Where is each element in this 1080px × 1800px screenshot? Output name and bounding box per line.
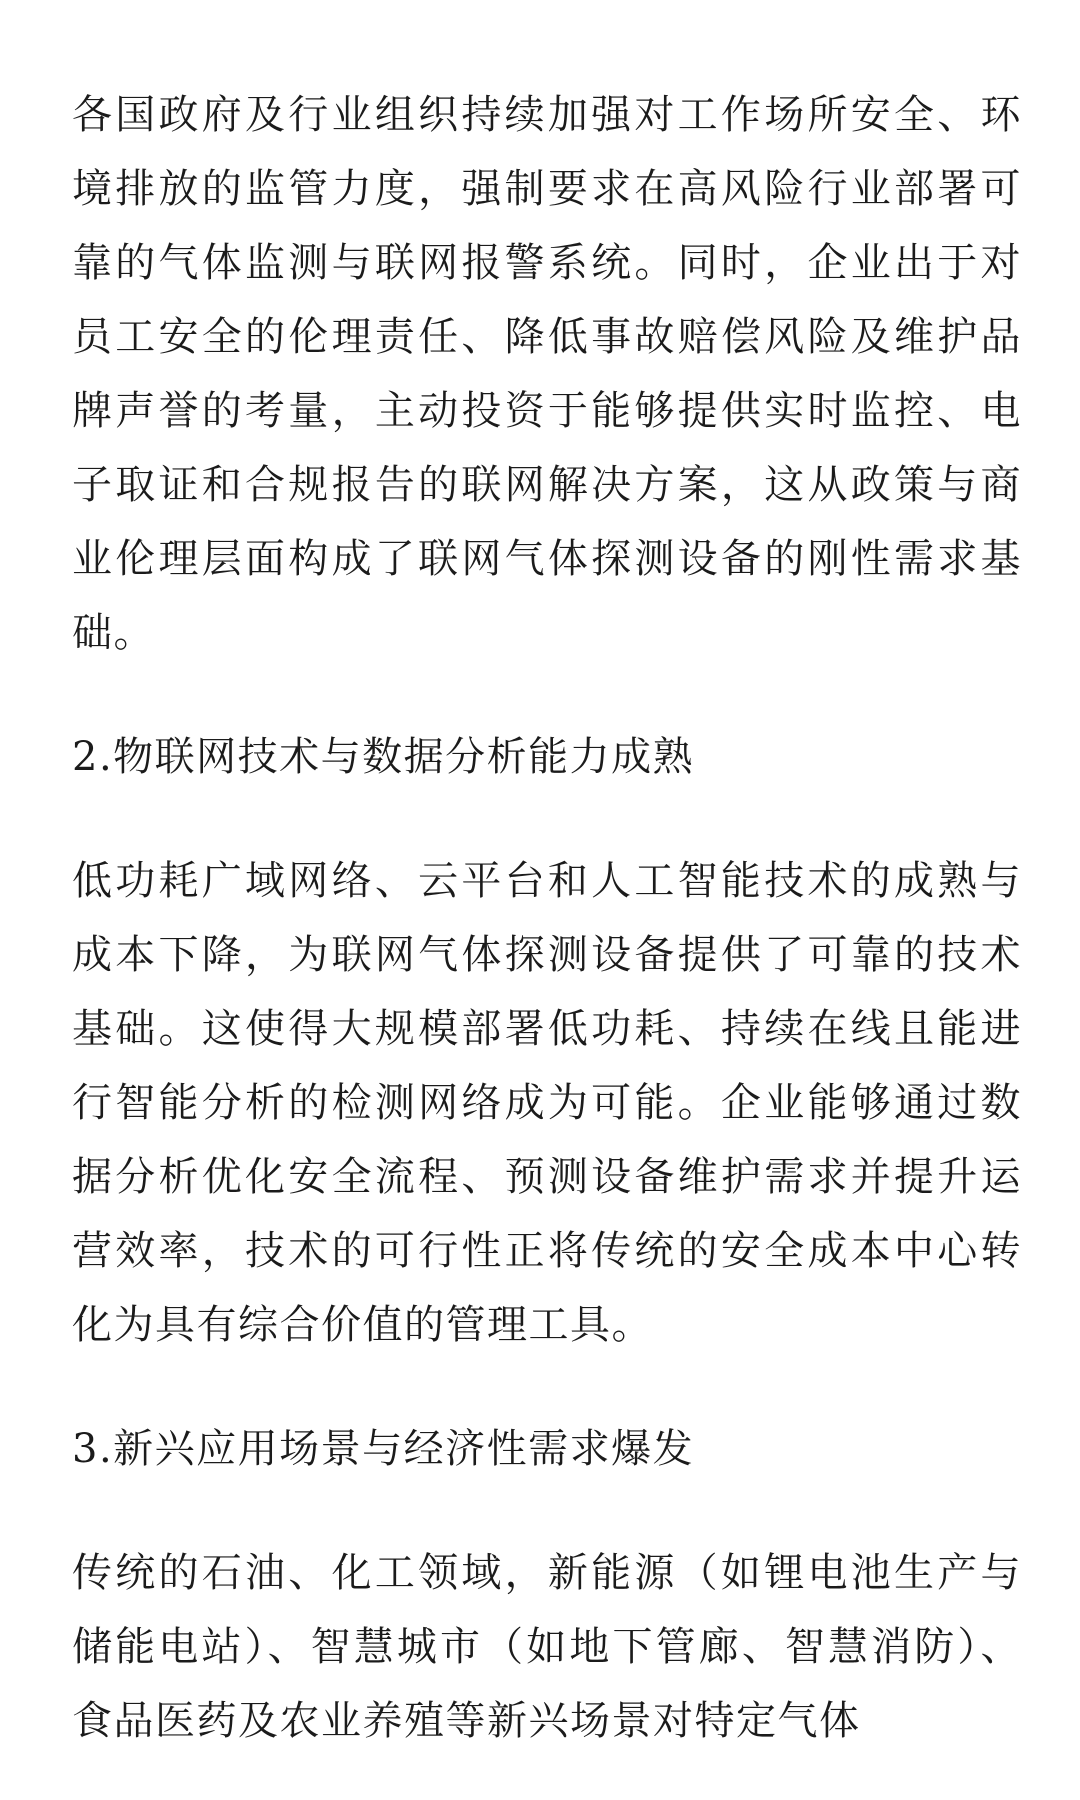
- spacer: [72, 1486, 1022, 1536]
- section-heading-2: 2.物联网技术与数据分析能力成熟: [72, 734, 695, 780]
- paragraph-technology: 低功耗广域网络、云平台和人工智能技术的成熟与成本下降，为联网气体探测设备提供了可靠的技术基础。这使得大规模部署低功耗、持续在线且能进行智能分析的检测网络成为可能。企业能够通过数据分析优化安全流程、预测设备维护需求并提升运营效率，技术的可行性正将传统的安全成本中心转化为具有综合价值的管理工具。: [72, 858, 1022, 1348]
- paragraph-applications: 传统的石油、化工领域，新能源（如锂电池生产与储能电站）、智慧城市（如地下管廊、智慧消防）、食品医药及农业养殖等新兴场景对特定气体: [72, 1550, 1022, 1744]
- spacer: [72, 670, 1022, 720]
- article-body: [72, 78, 1022, 1758]
- spacer: [72, 1362, 1022, 1412]
- section-heading-3: 3.新兴应用场景与经济性需求爆发: [72, 1426, 695, 1472]
- paragraph-regulation: 各国政府及行业组织持续加强对工作场所安全、环境排放的监管力度，强制要求在高风险行业部署可靠的气体监测与联网报警系统。同时，企业出于对员工安全的伦理责任、降低事故赔偿风险及维护品牌声誉的考量，主动投资于能够提供实时监控、电子取证和合规报告的联网解决方案，这从政策与商业伦理层面构成了联网气体探测设备的刚性需求基础。: [72, 92, 1022, 656]
- spacer: [72, 794, 1022, 844]
